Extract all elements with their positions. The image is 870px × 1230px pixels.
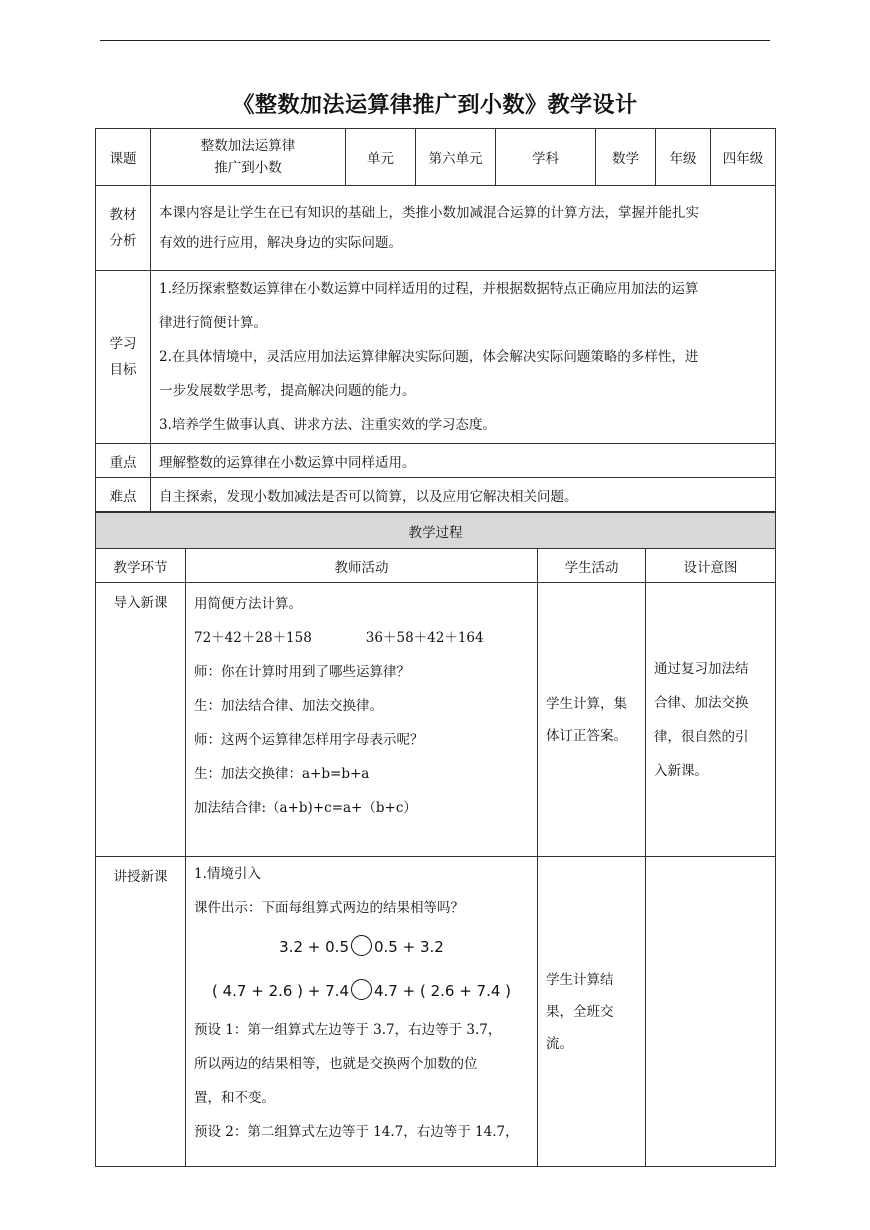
student-line: 学生计算结 [546, 971, 614, 988]
grade-value: 四年级 [711, 129, 776, 186]
expr2-left: ( 4.7 + 2.6 ) + 7.4 [211, 982, 349, 1000]
student-intro [538, 583, 646, 857]
col-intent: 设计意图 [646, 549, 776, 583]
expression-1 [194, 925, 529, 969]
header-rule [100, 40, 770, 41]
intent-line: 入新课。 [654, 762, 708, 779]
student-teach [538, 857, 646, 1167]
subject-value: 数学 [596, 129, 656, 186]
goal-line: 2.在具体情境中，灵活应用加法运算律解决实际问题，体会解决实际问题策略的多样性，进 [159, 349, 699, 365]
goal-line: 律进行简便计算。 [159, 315, 267, 331]
intent-teach [646, 857, 776, 1167]
label-goals [96, 271, 151, 444]
blank-circle[interactable] [351, 979, 372, 1000]
teacher-line: 加法结合律:（a+b)+c=a+（b+c） [194, 800, 417, 816]
col-stage: 教学环节 [96, 549, 186, 583]
label-line: 教材 [109, 207, 137, 223]
student-line: 果，全班交流。 [546, 1003, 614, 1052]
student-line: 学生计算，集 [546, 695, 627, 712]
blank-circle[interactable] [351, 935, 372, 956]
stage-teach: 讲授新课 [96, 857, 186, 1167]
col-teacher: 教师活动 [186, 549, 538, 583]
teacher-teach [186, 857, 538, 1167]
teacher-line: 师：这两个运算律怎样用字母表示呢？ [194, 732, 424, 748]
teacher-line: 1.情境引入 [194, 866, 261, 882]
difficult-text: 自主探索，发现小数加减法是否可以简算，以及应用它解决相关问题。 [151, 478, 776, 512]
topic-line: 整数加法运算律 [200, 138, 296, 154]
info-table [95, 128, 776, 512]
expression-2 [194, 969, 529, 1013]
label-subject: 学科 [496, 129, 596, 186]
intent-line: 律，很自然的引 [654, 728, 749, 745]
goal-line: 3.培养学生做事认真、讲求方法、注重实效的学习态度。 [159, 417, 496, 433]
label-topic: 课题 [96, 129, 151, 186]
label-line: 目标 [109, 362, 137, 378]
expr2-right: 4.7 + ( 2.6 + 7.4 ) [374, 982, 512, 1000]
teacher-line: 师：你在计算时用到了哪些运算律？ [194, 664, 410, 680]
topic-value [151, 129, 346, 186]
stage-intro: 导入新课 [96, 583, 186, 857]
teacher-line: 预设 2：第二组算式左边等于 14.7，右边等于 14.7， [194, 1124, 519, 1140]
col-student: 学生活动 [538, 549, 646, 583]
label-line: 学习 [109, 336, 137, 352]
teacher-line: 用简便方法计算。 [194, 596, 302, 612]
analysis-text [151, 186, 776, 271]
process-table [95, 512, 776, 1167]
label-analysis [96, 186, 151, 271]
teacher-line: 置，和不变。 [194, 1090, 275, 1106]
teacher-intro [186, 583, 538, 857]
goal-line: 1.经历探索整数运算律在小数运算中同样适用的过程，并根据数据特点正确应用加法的运算 [159, 281, 699, 297]
teacher-line: 所以两边的结果相等，也就是交换两个加数的位 [194, 1056, 478, 1072]
analysis-line: 有效的进行应用，解决身边的实际问题。 [159, 235, 402, 251]
teacher-line: 生：加法交换律：a+b=b+a [194, 766, 370, 782]
teacher-line: 课件出示：下面每组算式两边的结果相等吗？ [194, 900, 464, 916]
expr1-right: 0.5 + 3.2 [374, 938, 444, 956]
topic-line: 推广到小数 [214, 160, 282, 176]
student-line: 体订正答案。 [546, 727, 627, 744]
goal-line: 一步发展数学思考，提高解决问题的能力。 [159, 383, 416, 399]
teacher-line: 72＋42＋28＋158 36＋58＋42＋164 [194, 630, 484, 646]
unit-value: 第六单元 [416, 129, 496, 186]
analysis-line: 本课内容是让学生在已有知识的基础上，类推小数加减混合运算的计算方法，掌握并能扎实 [159, 205, 699, 221]
intent-line: 合律、加法交换 [654, 694, 749, 711]
teacher-line: 生：加法结合律、加法交换律。 [194, 698, 383, 714]
label-key: 重点 [96, 444, 151, 478]
goals-text [151, 271, 776, 444]
intent-line: 通过复习加法结 [654, 660, 749, 677]
process-header: 教学过程 [96, 513, 776, 549]
expr1-left: 3.2 + 0.5 [279, 938, 349, 956]
label-unit: 单元 [346, 129, 416, 186]
teacher-line: 预设 1：第一组算式左边等于 3.7，右边等于 3.7， [194, 1022, 502, 1038]
label-line: 分析 [109, 233, 137, 249]
key-text: 理解整数的运算律在小数运算中同样适用。 [151, 444, 776, 478]
label-difficult: 难点 [96, 478, 151, 512]
label-grade: 年级 [656, 129, 711, 186]
document-title: 《整数加法运算律推广到小数》教学设计 [232, 93, 638, 118]
intent-intro [646, 583, 776, 857]
